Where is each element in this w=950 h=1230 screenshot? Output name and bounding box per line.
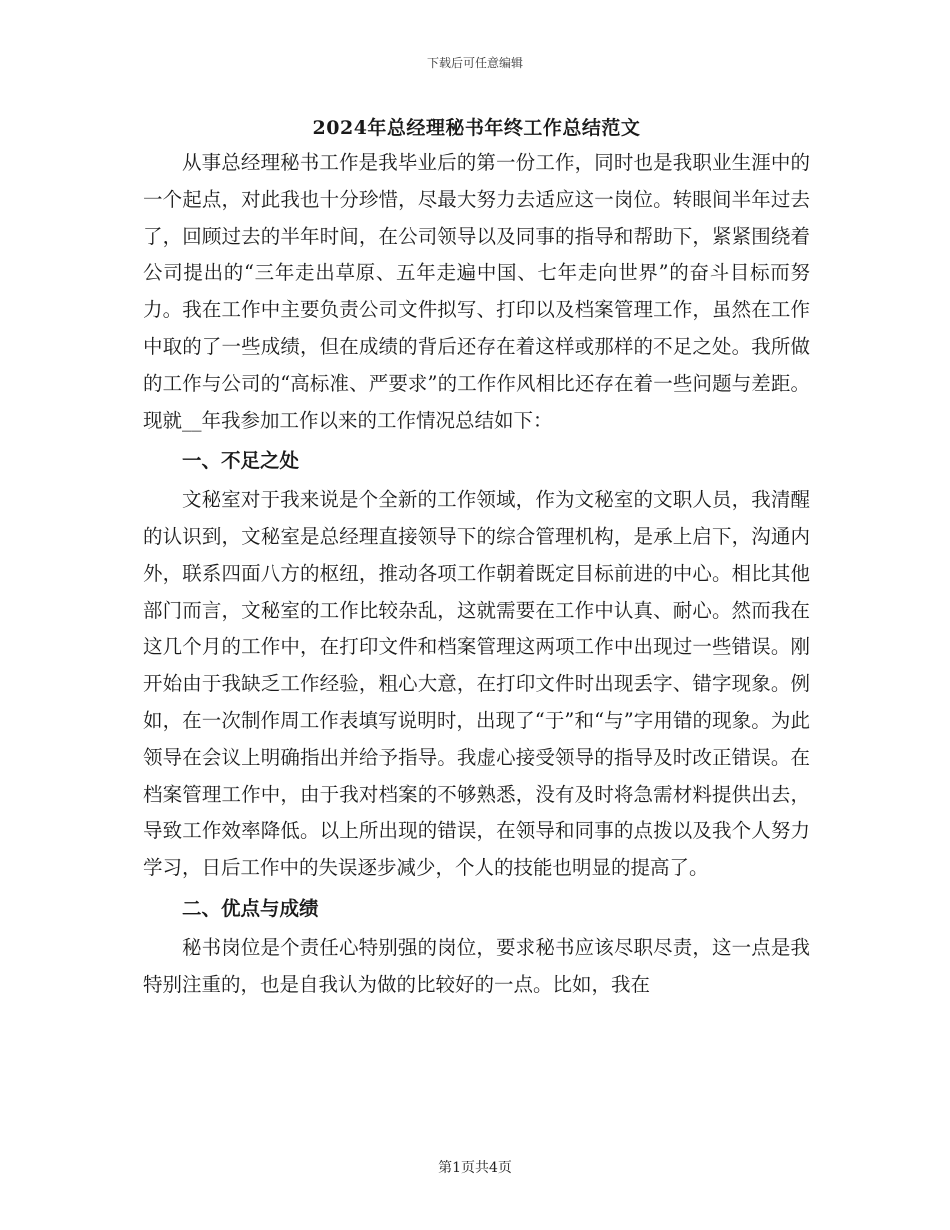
page-number: 第1页共4页 — [438, 1160, 512, 1176]
section-body-shortcomings: 文秘室对于我来说是个全新的工作领域，作为文秘室的文职人员，我清醒的认识到，文秘室是总经理直接领导下的综合管理机构，是承上启下，沟通内外，联系四面八方的枢纽，推动各项工作朝着既定目标前进的中心。相比其他部门而言，文秘室的工作比较杂乱，这就需要在工作中认真、耐心。然而我在这几个月的工作中，在打印文件和档案管理这两项工作中出现过一些错误。刚开始由于我缺乏工作经验，粗心大意，在打印文件时出现丢字、错字现象。例如，在一次制作周工作表填写说明时，出现了“于”和“与”字用错的现象。为此领导在会议上明确指出并给予指导。我虚心接受领导的指导及时改正错误。在档案管理工作中，由于我对档案的不够熟悉，没有及时将急需材料提供出去，导致工作效率降低。以上所出现的错误，在领导和同事的点拨以及我个人努力学习，日后工作中的失误逐步减少，个人的技能也明显的提高了。 — [143, 488, 810, 880]
document-body — [143, 113, 810, 1003]
section-heading-strengths: 二、优点与成绩 — [182, 896, 319, 920]
document-title: 2024年总经理秘书年终工作总结范文 — [312, 117, 641, 139]
section-body-strengths: 秘书岗位是个责任心特别强的岗位，要求秘书应该尽职尽责，这一点是我特别注重的，也是自我认为做的比较好的一点。比如，我在 — [143, 935, 810, 996]
section-heading-shortcomings: 一、不足之处 — [182, 449, 300, 473]
intro-paragraph: 从事总经理秘书工作是我毕业后的第一份工作，同时也是我职业生涯中的一个起点，对此我也十分珍惜，尽最大努力去适应这一岗位。转眼间半年过去了，回顾过去的半年时间，在公司领导以及同事的指导和帮助下，紧紧围绕着公司提出的“三年走出草原、五年走遍中国、七年走向世界”的奋斗目标而努力。我在工作中主要负责公司文件拟写、打印以及档案管理工作，虽然在工作中取的了一些成绩，但在成绩的背后还存在着这样或那样的不足之处。我所做的工作与公司的“高标准、严要求”的工作作风相比还存在着一些问题与差距。现就__年我参加工作以来的工作情况总结如下： — [143, 151, 810, 432]
header-note: 下载后可任意编辑 — [426, 56, 523, 70]
